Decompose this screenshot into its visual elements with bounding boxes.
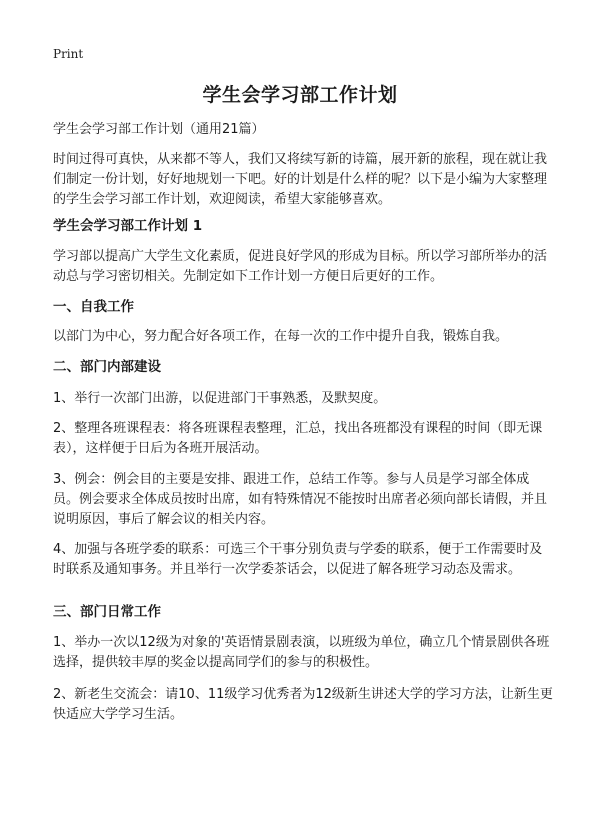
section-heading-self-work: 一、自我工作 xyxy=(53,299,134,315)
list-item: 3、例会：例会目的主要是安排、跟进工作，总结工作等。参与人员是学习部全体成员。例会要求全体成员按时出席，如有特殊情况不能按时出席者必须向部长请假，并且说明原因，事后了解会议的相关内容。 xyxy=(53,472,548,527)
plan-heading: 学生会学习部工作计划 1 xyxy=(53,218,203,234)
list-item: 1、举行一次部门出游，以促进部门干事熟悉，及默契度。 xyxy=(53,391,387,406)
list-item: 2、新老生交流会：请10、11级学习优秀者为12级新生讲述大学的学习方法，让新生更快适应大学学习生活。 xyxy=(53,687,553,722)
intro-paragraph: 时间过得可真快，从来都不等人，我们又将续写新的诗篇，展开新的旅程，现在就让我们制定一份计划，好好地规划一下吧。好的计划是什么样的呢？以下是小编为大家整理的学生会学习部工作计划，欢迎阅读，希望大家能够喜欢。 xyxy=(53,152,548,207)
list-item: 2、整理各班课程表：将各班课程表整理，汇总，找出各班都没有课程的时间（即无课表），这样便于日后为各班开展活动。 xyxy=(53,421,543,456)
page-title: 学生会学习部工作计划 xyxy=(202,84,398,106)
document-subtitle: 学生会学习部工作计划（通用21篇） xyxy=(53,122,265,137)
list-item: 1、举办一次以12级为对象的'英语情景剧表演，以班级为单位，确立几个情景剧供各班选择，提供较丰厚的奖金以提高同学们的参与的积极性。 xyxy=(53,635,550,670)
list-item: 4、加强与各班学委的联系：可选三个干事分别负责与学委的联系，便于工作需要时及时联系及通知事务。并且举行一次学委茶话会，以促进了解各班学习动态及需求。 xyxy=(53,542,543,577)
section-heading-daily-work: 三、部门日常工作 xyxy=(53,604,161,620)
section-heading-internal-building: 二、部门内部建设 xyxy=(53,359,161,375)
self-work-paragraph: 以部门为中心，努力配合好各项工作，在每一次的工作中提升自我，锻炼自我。 xyxy=(53,329,509,344)
plan-intro-paragraph: 学习部以提高广大学生文化素质，促进良好学风的形成为目标。所以学习部所举办的活动总与学习密切相关。先制定如下工作计划一方便日后更好的工作。 xyxy=(53,249,548,284)
print-label[interactable]: Print xyxy=(53,47,84,61)
